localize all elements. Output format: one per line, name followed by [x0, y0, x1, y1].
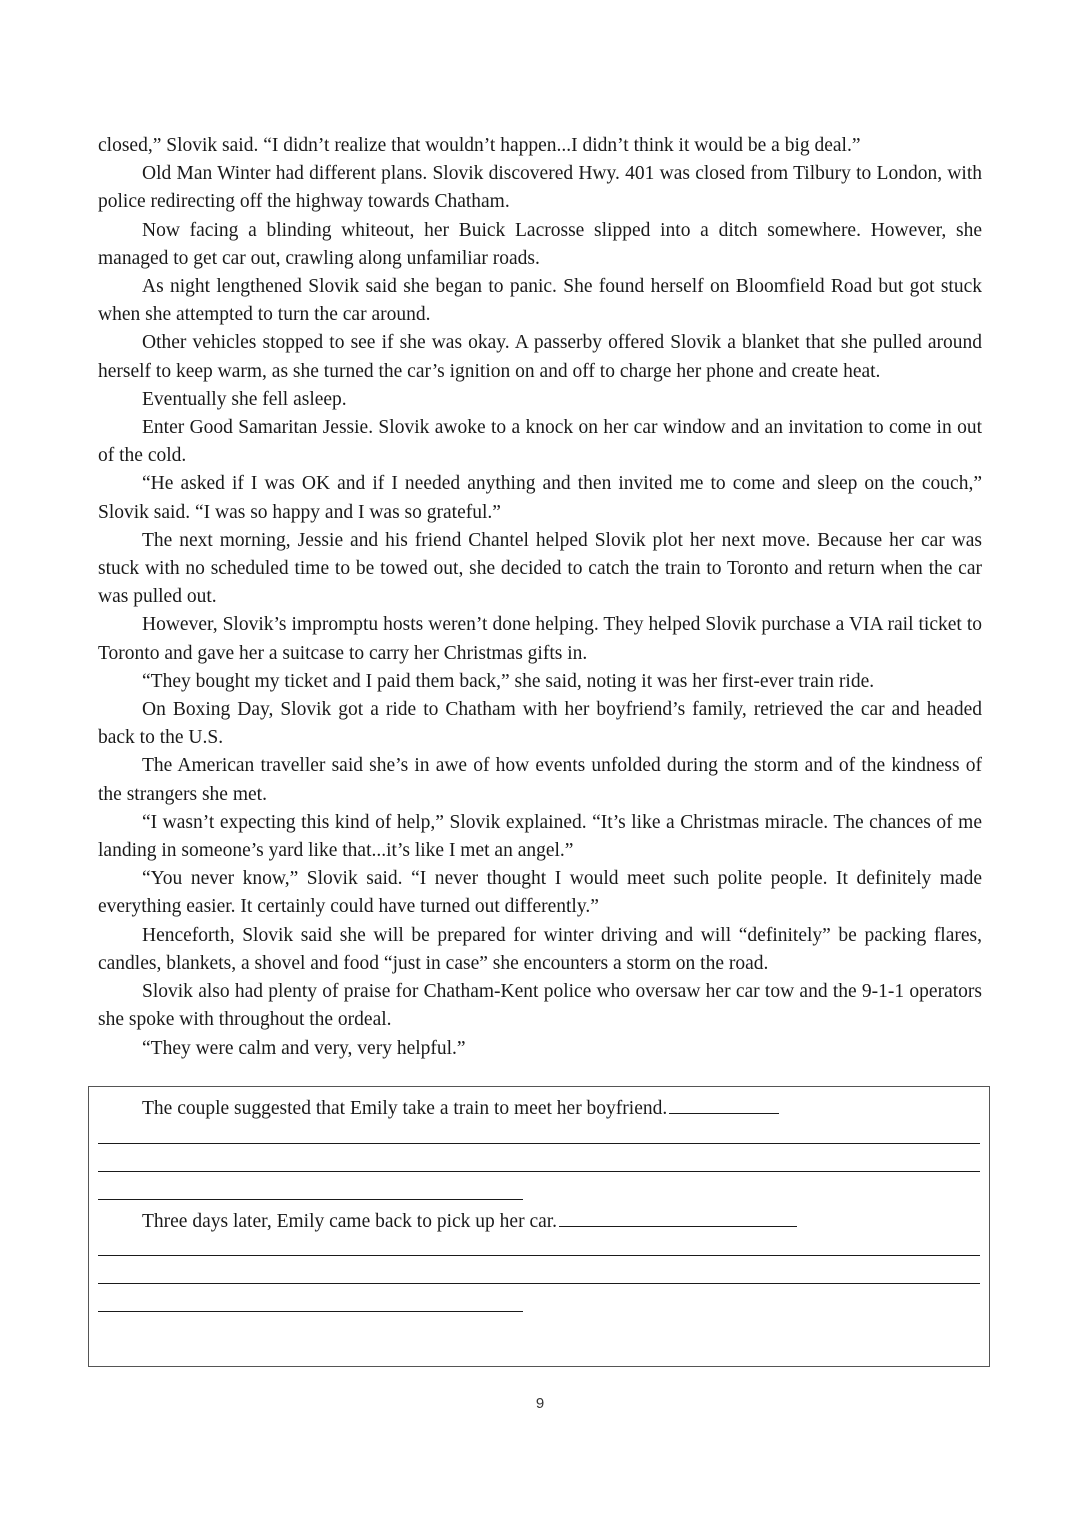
paragraph-6: Eventually she fell asleep.	[142, 388, 347, 410]
answer-prompt-2	[142, 1206, 797, 1234]
answer-blank-1[interactable]	[669, 1093, 779, 1114]
paragraph-11: “They bought my ticket and I paid them back,” she said, noting it was her first-ever train ride.	[142, 670, 875, 692]
paragraph-9: The next morning, Jessie and his friend Chantel helped Slovik plot her next move. Because her car was stuck with no scheduled time to be towed out, she decided to catch the train to Toronto and return when the car was pulled out.	[98, 529, 982, 608]
paragraph-5: Other vehicles stopped to see if she was okay. A passerby offered Slovik a blanket that she pulled around herself to keep warm, as she turned the car’s ignition on and off to charge her phone and create heat.	[98, 332, 982, 382]
paragraph-2: Old Man Winter had different plans. Slovik discovered Hwy. 401 was closed from Tilbury to London, with police redirecting off the highway towards Chatham.	[98, 163, 982, 213]
paragraph-3: Now facing a blinding whiteout, her Buick Lacrosse slipped into a ditch somewhere. However, she managed to get car out, crawling along unfamiliar roads.	[98, 219, 982, 269]
paragraph-15: “You never know,” Slovik said. “I never thought I would meet such polite people. It definitely made everything easier. It certainly could have turned out differently.”	[98, 868, 982, 918]
answer-blank-2[interactable]	[559, 1206, 797, 1227]
writing-line[interactable]	[98, 1255, 980, 1256]
paragraph-16: Henceforth, Slovik said she will be prepared for winter driving and will “definitely” be packing flares, candles, blankets, a shovel and food “just in case” she encounters a storm on the road.	[98, 924, 982, 974]
writing-line[interactable]	[98, 1143, 980, 1144]
paragraph-13: The American traveller said she’s in awe of how events unfolded during the storm and of the kindness of the strangers she met.	[98, 755, 982, 805]
writing-line[interactable]	[98, 1283, 980, 1284]
paragraph-18: “They were calm and very, very helpful.”	[142, 1037, 466, 1059]
paragraph-14: “I wasn’t expecting this kind of help,” Slovik explained. “It’s like a Christmas miracle. The chances of me landing in someone’s yard like that...it’s like I met an angel.”	[98, 811, 982, 862]
paragraph-8: “He asked if I was OK and if I needed anything and then invited me to come and sleep on the couch,” Slovik said. “I was so happy and I was so grateful.”	[98, 473, 982, 523]
writing-line[interactable]	[98, 1311, 523, 1312]
paragraph-12: On Boxing Day, Slovik got a ride to Chatham with her boyfriend’s family, retrieved the car and headed back to the U.S.	[98, 699, 982, 749]
page-number: 9	[535, 1395, 545, 1412]
paragraph-10: However, Slovik’s impromptu hosts weren’t done helping. They helped Slovik purchase a VIA rail ticket to Toronto and gave her a suitcase to carry her Christmas gifts in.	[98, 614, 982, 664]
article-text	[98, 132, 982, 1063]
answer-box	[88, 1086, 990, 1367]
paragraph-1: closed,” Slovik said. “I didn’t realize that wouldn’t happen...I didn’t think it would be a big deal.”	[98, 135, 861, 156]
paragraph-7: Enter Good Samaritan Jessie. Slovik awoke to a knock on her car window and an invitation to come in out of the cold.	[98, 417, 982, 467]
paragraph-4: As night lengthened Slovik said she began to panic. She found herself on Bloomfield Road but got stuck when she attempted to turn the car around.	[98, 276, 982, 326]
paragraph-17: Slovik also had plenty of praise for Chatham-Kent police who oversaw her car tow and the 9-1-1 operators she spoke with throughout the ordeal.	[98, 981, 982, 1031]
writing-line[interactable]	[98, 1171, 980, 1172]
answer-prompt-1-text: The couple suggested that Emily take a train to meet her boyfriend.	[142, 1098, 668, 1119]
writing-line[interactable]	[98, 1199, 523, 1200]
answer-prompt-2-text: Three days later, Emily came back to pick up her car.	[142, 1211, 558, 1232]
answer-prompt-1	[142, 1093, 779, 1121]
